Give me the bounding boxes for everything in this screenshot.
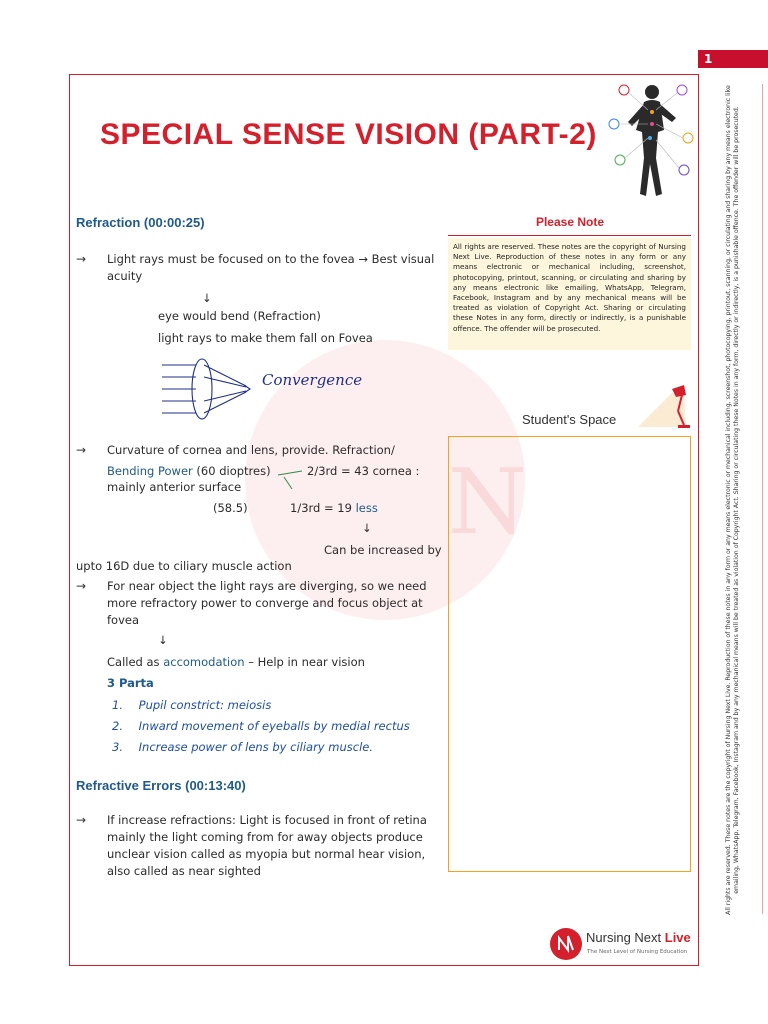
desk-lamp-icon — [636, 383, 690, 429]
accomodation-line: Called as accomodation – Help in near vision — [107, 655, 365, 669]
paragraph-myopia: If increase refractions: Light is focused in front of retina mainly the light coming from for away objects produce unclear vision called as myopia but normal hear vision, also called as near sighted — [107, 813, 427, 878]
lens-ratio-value: 1/3rd = 19 — [290, 501, 352, 515]
ciliary-line: upto 16D due to ciliary muscle action — [76, 559, 292, 573]
less-term: less — [355, 501, 378, 515]
accomodation-term: accomodation — [163, 655, 245, 669]
bullet-arrow: → — [76, 443, 87, 457]
bullet-arrow: → — [76, 252, 87, 266]
paragraph-fovea: Light rays must be focused on to the fovea → Best visual acuity — [107, 252, 435, 283]
logo-tagline: The Next Level of Nursing Education — [587, 949, 688, 955]
section-heading-refractive-errors: Refractive Errors (00:13:40) — [76, 778, 246, 793]
section-heading-refraction: Refraction (00:00:25) — [76, 215, 205, 230]
watermark-logo: N — [448, 450, 527, 555]
refraction-note-1: eye would bend (Refraction) — [158, 309, 321, 323]
increase-line: Can be increased by — [324, 543, 442, 557]
bullet-arrow: → — [76, 579, 87, 593]
dioptres-value: (60 dioptres) — [196, 464, 271, 478]
anterior-surface-line: mainly anterior surface — [107, 480, 242, 494]
curvature-line: Curvature of cornea and lens, provide. Refraction/ — [107, 443, 395, 457]
parts-heading: 3 Parta — [107, 676, 154, 690]
side-copyright-notice: All rights are reserved. These notes are the copyright of Nursing Next Live. Reproduction of these notes in any form or any means electronic or mechanical including, screenshot, photocopying, printout, scanning, or circulating and sharing by any means electronic like emailing, WhatsApp, Telegram, Facebook, Instagram and by any mechanical means will be treated as violation of Copyright Act. Sharing or circulating these Notes in any form, directly or indirectly, is a punishable offence. The offender will be prosecuted. — [725, 85, 740, 915]
pointer-mark — [276, 465, 306, 491]
logo-wordmark: Nursing Next Live — [586, 930, 691, 945]
please-note-title: Please Note — [535, 215, 605, 229]
down-arrow: ↓ — [362, 521, 372, 535]
down-arrow: ↓ — [158, 633, 168, 647]
page-title: SPECIAL SENSE VISION (PART-2) — [100, 118, 597, 151]
student-space-box[interactable] — [448, 436, 691, 872]
list-item: 3. Increase power of lens by ciliary muscle. — [112, 740, 373, 754]
paragraph-near-object: For near object the light rays are diverging, so we need more refractory power to converge and focus object at fovea — [107, 579, 427, 627]
list-item: 1. Pupil constrict: meiosis — [112, 698, 272, 712]
bullet-arrow: → — [76, 813, 87, 827]
lens-diagram — [160, 355, 363, 423]
please-note-divider — [448, 235, 691, 236]
cornea-ratio: 2/3rd = 43 cornea : — [307, 464, 420, 478]
human-body-illustration — [604, 78, 698, 200]
student-space-label: Student's Space — [522, 412, 617, 427]
page-number: 1 — [698, 50, 768, 68]
value-58-5: (58.5) — [213, 501, 248, 515]
convergence-label: Convergence — [262, 371, 363, 389]
down-arrow: ↓ — [202, 291, 212, 305]
please-note-box: All rights are reserved. These notes are the copyright of Nursing Next Live. Reproduction of these notes in any form or any means electronic or mechanical including, screenshot, photocopying, printout, scanning, or circulating and sharing by any means electronic like emailing, WhatsApp, Telegram, Facebook, Instagram and by any mechanical means will be treated as violation of Copyright Act. Sharing or circulating these Notes in any form, directly or indirectly, is a punishable offence. The offender will be prosecuted. — [448, 238, 691, 350]
side-divider — [762, 84, 763, 914]
lens-ratio — [290, 500, 378, 517]
list-item: 2. Inward movement of eyeballs by medial rectus — [112, 719, 410, 733]
refraction-note-2: light rays to make them fall on Fovea — [158, 331, 373, 345]
bending-power-term: Bending Power — [107, 464, 193, 478]
